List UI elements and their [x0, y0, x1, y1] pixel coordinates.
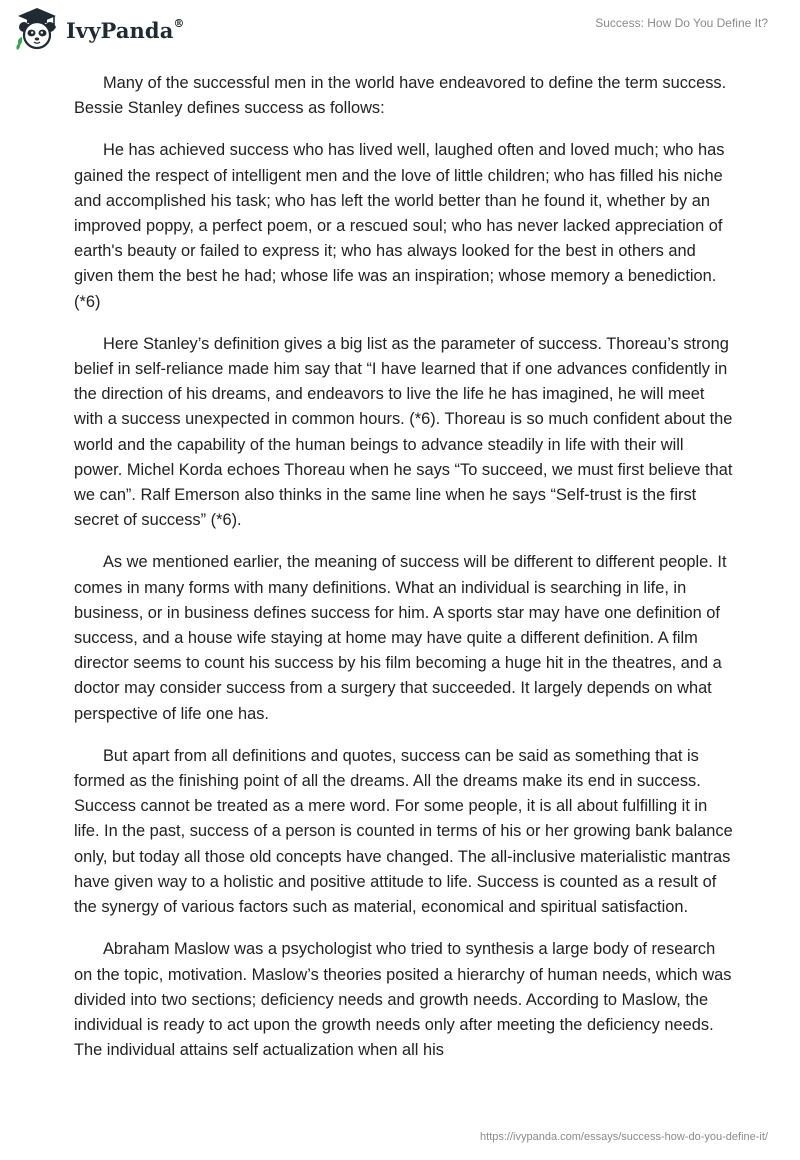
block-quote: He has achieved success who has lived well, laughed often and loved much; who has gained the respect of intelligent men and the love of little children; who has filled his niche and accomplished his task; who has left the world better than he found it, whether by an improved poppy, a perfect poem, or a rescued soul; who has never lacked appreciation of earth's beauty or failed to express it; who has always looked for the best in others and given them the best he had; whose life was an inspiration; whose memory a benediction. (*6) [74, 141, 725, 311]
source-url-link[interactable]: https://ivypanda.com/essays/success-how-do-you-define-it/ [480, 1131, 768, 1143]
paragraph: Abraham Maslow was a psychologist who tried to synthesis a large body of research on the topic, motivation. Maslow’s theories posited a hierarchy of human needs, which was divided into two sections; deficiency needs and growth needs. According to Maslow, the individual is ready to act upon the growth needs only after meeting the deficiency needs. The individual attains self actualization when all his [74, 940, 732, 1060]
article-body [74, 71, 734, 1080]
panda-logo-icon [14, 6, 60, 52]
brand-name: IvyPanda® [66, 16, 185, 43]
paragraph: As we mentioned earlier, the meaning of success will be different to different people. It comes in many forms with many definitions. What an individual is searching in life, in business, or in business defines success for him. A sports star may have one definition of success, and a house wife staying at home may have quite a different definition. A film director seems to count his success by his film becoming a huge hit in the theatres, and a doctor may consider success from a surgery that succeeded. It largely depends on what perspective of life one has. [74, 553, 727, 723]
page-header [0, 0, 800, 62]
document-title: Success: How Do You Define It? [595, 16, 768, 30]
paragraph: Many of the successful men in the world have endeavored to define the term success. Bessie Stanley defines success as follows: [74, 74, 727, 118]
paragraph: Here Stanley’s definition gives a big list as the parameter of success. Thoreau’s strong belief in self-reliance made him say that “I have learned that if one advances confidently in the direction of his dreams, and endeavors to live the life he has imagined, he will meet with a success unexpected in common hours. (*6). Thoreau is so much confident about the world and the capability of the human beings to advance steadily in life with their will power. Michel Korda echoes Thoreau when he says “To succeed, we must first believe that we can”. Ralf Emerson also thinks in the same line when he says “Self-trust is the first secret of success” (*6). [74, 334, 733, 530]
brand-logo[interactable] [14, 6, 185, 52]
paragraph: But apart from all definitions and quotes, success can be said as something that is formed as the finishing point of all the dreams. All the dreams make its end in success. Success cannot be treated as a mere word. For some people, it is all about fulfilling it in life. In the past, success of a person is counted in terms of his or her growing bank balance only, but today all those old concepts have changed. The all-inclusive materialistic mantras have given way to a holistic and positive attitude to life. Success is counted as a result of the synergy of various factors such as material, economical and spiritual satisfaction. [74, 746, 733, 917]
